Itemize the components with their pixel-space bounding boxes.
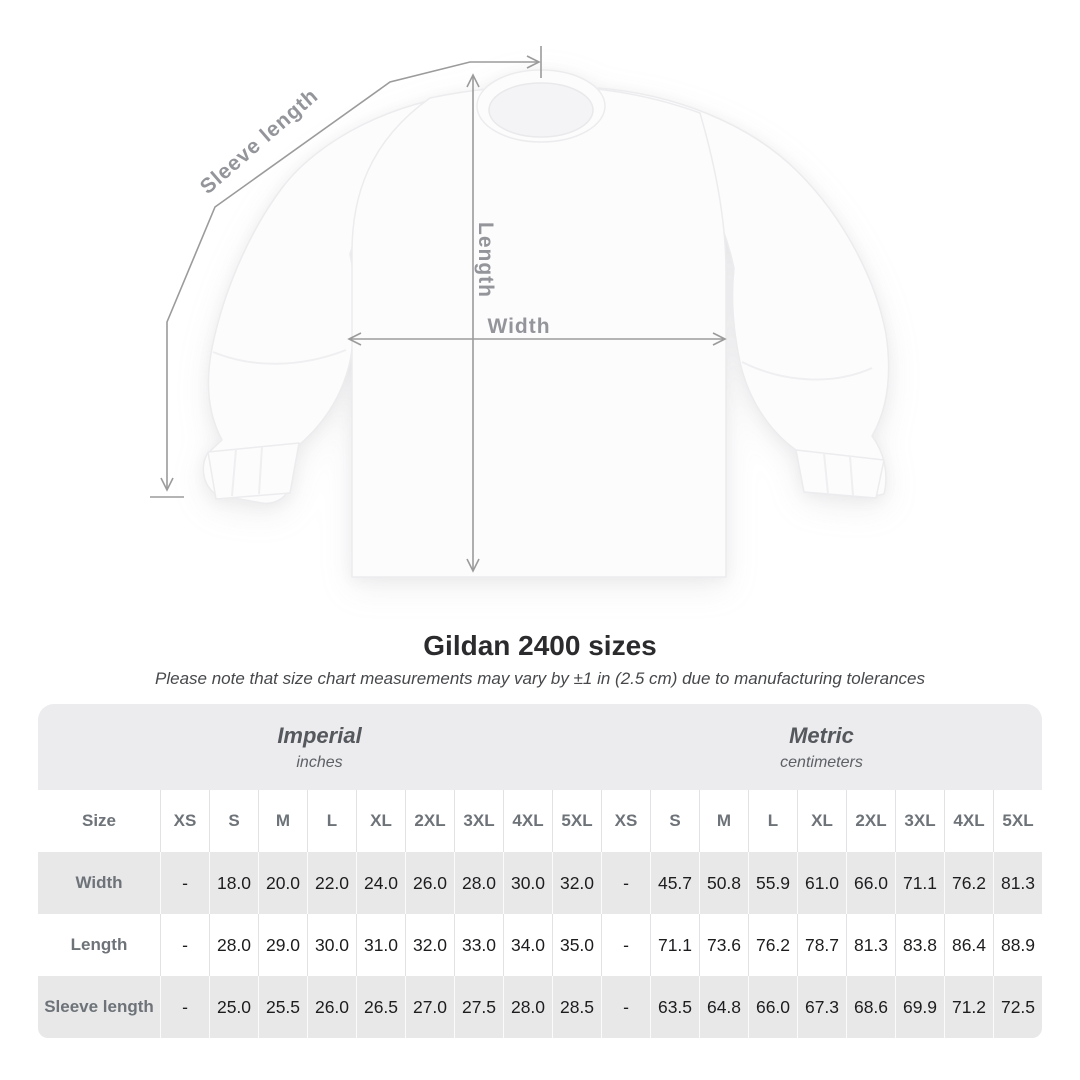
size-value-cell: 73.6 bbox=[699, 914, 748, 976]
size-value-cell: - bbox=[601, 914, 650, 976]
size-col-header: XS bbox=[160, 790, 209, 852]
size-col-header: M bbox=[258, 790, 307, 852]
size-value-cell: 71.1 bbox=[650, 914, 699, 976]
size-col-header: S bbox=[209, 790, 258, 852]
size-value-cell: 28.0 bbox=[209, 914, 258, 976]
unit-metric bbox=[601, 704, 1042, 790]
size-value-cell: 34.0 bbox=[503, 914, 552, 976]
size-value-cell: 33.0 bbox=[454, 914, 503, 976]
tolerance-note: Please note that size chart measurements may vary by ±1 in (2.5 cm) due to manufacturing tolerances bbox=[155, 669, 925, 688]
size-value-cell: 26.0 bbox=[307, 976, 356, 1038]
table-row-length bbox=[38, 914, 1042, 976]
size-header-row bbox=[38, 790, 1042, 852]
size-col-header: XL bbox=[797, 790, 846, 852]
size-value-cell: 83.8 bbox=[895, 914, 944, 976]
size-value-cell: 28.0 bbox=[503, 976, 552, 1038]
size-value-cell: 45.7 bbox=[650, 852, 699, 914]
size-value-cell: 24.0 bbox=[356, 852, 405, 914]
size-col-header: 3XL bbox=[895, 790, 944, 852]
size-value-cell: 69.9 bbox=[895, 976, 944, 1038]
shirt-left-cuff bbox=[208, 443, 299, 499]
size-value-cell: 81.3 bbox=[846, 914, 895, 976]
size-value-cell: 18.0 bbox=[209, 852, 258, 914]
size-col-header: 4XL bbox=[503, 790, 552, 852]
size-value-cell: 27.0 bbox=[405, 976, 454, 1038]
size-value-cell: 35.0 bbox=[552, 914, 601, 976]
size-value-cell: 29.0 bbox=[258, 914, 307, 976]
size-value-cell: 78.7 bbox=[797, 914, 846, 976]
row-label: Width bbox=[75, 873, 123, 892]
size-value-cell: 63.5 bbox=[650, 976, 699, 1038]
size-value-cell: - bbox=[160, 852, 209, 914]
table-row-sleeve-length bbox=[38, 976, 1042, 1038]
size-value-cell: 81.3 bbox=[993, 852, 1042, 914]
size-value-cell: 71.1 bbox=[895, 852, 944, 914]
size-value-cell: 20.0 bbox=[258, 852, 307, 914]
table-row-width bbox=[38, 852, 1042, 914]
size-value-cell: 88.9 bbox=[993, 914, 1042, 976]
size-value-cell: 71.2 bbox=[944, 976, 993, 1038]
unit-header-row bbox=[38, 704, 1042, 790]
size-value-cell: 68.6 bbox=[846, 976, 895, 1038]
size-value-cell: 25.0 bbox=[209, 976, 258, 1038]
size-col-header: XS bbox=[601, 790, 650, 852]
size-value-cell: - bbox=[601, 852, 650, 914]
size-value-cell: 76.2 bbox=[944, 852, 993, 914]
size-value-cell: 30.0 bbox=[307, 914, 356, 976]
size-col-header: M bbox=[699, 790, 748, 852]
size-value-cell: - bbox=[160, 976, 209, 1038]
size-chart-table bbox=[38, 704, 1042, 1038]
size-value-cell: 86.4 bbox=[944, 914, 993, 976]
size-value-cell: 64.8 bbox=[699, 976, 748, 1038]
size-value-cell: 66.0 bbox=[748, 976, 797, 1038]
shirt-collar-opening bbox=[489, 83, 593, 137]
row-label: Sleeve length bbox=[44, 997, 154, 1016]
size-col-header: 5XL bbox=[993, 790, 1042, 852]
size-value-cell: 22.0 bbox=[307, 852, 356, 914]
sleeve-length-label: Sleeve length bbox=[195, 84, 323, 199]
size-value-cell: 72.5 bbox=[993, 976, 1042, 1038]
size-value-cell: 61.0 bbox=[797, 852, 846, 914]
size-value-cell: 50.8 bbox=[699, 852, 748, 914]
size-col-header: 5XL bbox=[552, 790, 601, 852]
size-col-label: Size bbox=[81, 811, 117, 830]
size-col-header: 4XL bbox=[944, 790, 993, 852]
size-value-cell: 25.5 bbox=[258, 976, 307, 1038]
size-value-cell: 26.0 bbox=[405, 852, 454, 914]
size-col-header: L bbox=[307, 790, 356, 852]
row-label: Length bbox=[70, 935, 128, 954]
size-col-header: 2XL bbox=[846, 790, 895, 852]
size-value-cell: 27.5 bbox=[454, 976, 503, 1038]
size-value-cell: 55.9 bbox=[748, 852, 797, 914]
size-value-cell: 66.0 bbox=[846, 852, 895, 914]
width-label: Width bbox=[487, 315, 551, 338]
size-col-header: 3XL bbox=[454, 790, 503, 852]
unit-imperial bbox=[38, 704, 601, 790]
size-col-header: XL bbox=[356, 790, 405, 852]
size-col-header: S bbox=[650, 790, 699, 852]
size-value-cell: 30.0 bbox=[503, 852, 552, 914]
size-value-cell: 28.5 bbox=[552, 976, 601, 1038]
size-col-header: L bbox=[748, 790, 797, 852]
size-value-cell: 31.0 bbox=[356, 914, 405, 976]
size-value-cell: - bbox=[160, 914, 209, 976]
length-label: Length bbox=[474, 222, 497, 298]
size-value-cell: 28.0 bbox=[454, 852, 503, 914]
size-value-cell: 76.2 bbox=[748, 914, 797, 976]
size-value-cell: 67.3 bbox=[797, 976, 846, 1038]
unit-metric-name: Metric bbox=[789, 722, 854, 748]
size-value-cell: - bbox=[601, 976, 650, 1038]
size-value-cell: 32.0 bbox=[405, 914, 454, 976]
unit-imperial-subtitle: inches bbox=[296, 753, 343, 771]
unit-metric-subtitle: centimeters bbox=[780, 753, 863, 771]
size-value-cell: 32.0 bbox=[552, 852, 601, 914]
unit-imperial-name: Imperial bbox=[277, 722, 362, 748]
size-value-cell: 26.5 bbox=[356, 976, 405, 1038]
page-title: Gildan 2400 sizes bbox=[423, 630, 657, 661]
size-col-header: 2XL bbox=[405, 790, 454, 852]
